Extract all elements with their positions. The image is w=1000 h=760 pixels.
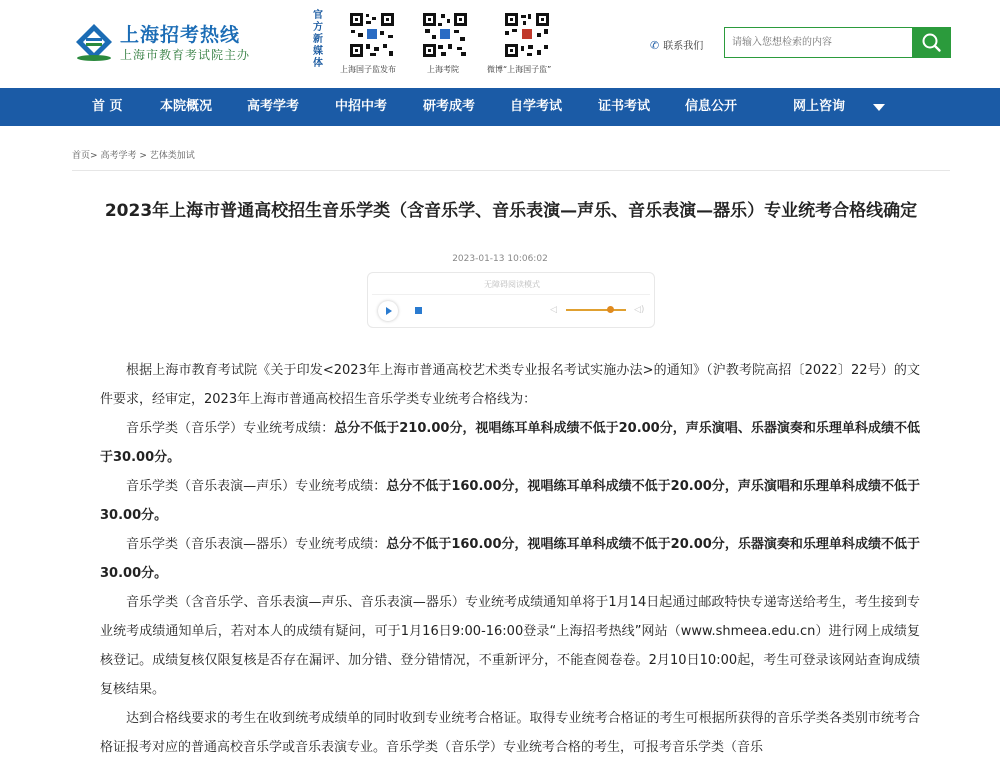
- logo-subtitle: 上海市教育考试院主办: [120, 48, 251, 62]
- article-body: [100, 356, 920, 760]
- breadcrumb-gaokao[interactable]: 高考学考: [100, 151, 137, 161]
- accessibility-mode-link[interactable]: 无障碍阅读模式: [484, 280, 540, 289]
- score-requirement: 总分不低于210.00分，视唱练耳单科成绩不低于20.00分，声乐演唱、乐器演奏和乐理单科成绩不低于30.00分。: [100, 421, 920, 465]
- logo-emblem-icon: [74, 22, 114, 62]
- nav-item-disclosure[interactable]: 信息公开: [685, 99, 738, 114]
- phone-icon: ✆: [650, 39, 660, 52]
- logo-title: 上海招考热线: [120, 24, 241, 46]
- nav-item-graduate[interactable]: 研考成考: [423, 99, 476, 114]
- site-header: [0, 0, 1000, 88]
- search-box: [724, 27, 951, 58]
- player-progress-bar[interactable]: [372, 294, 650, 295]
- score-category: 音乐学类（音乐表演—声乐）专业统考成绩：: [126, 479, 387, 494]
- site-logo[interactable]: [74, 18, 254, 66]
- breadcrumb-home[interactable]: 首页: [72, 151, 91, 161]
- article-paragraph: 根据上海市教育考试院《关于印发<2023年上海市普通高校艺术类专业报名考试实施办法>的通知》（沪教考院高招〔2022〕22号）的文件要求，经审定，2023年上海市普通高校招生音乐学类专业统考合格线为：: [100, 363, 920, 407]
- nav-item-zhongkao[interactable]: 中招中考: [335, 99, 388, 114]
- qr-code-icon[interactable]: [503, 11, 551, 59]
- audio-player: [367, 272, 655, 328]
- volume-slider[interactable]: [566, 309, 626, 311]
- article-paragraph: [100, 530, 920, 588]
- official-media-label: 官方新媒体: [313, 10, 323, 69]
- article-date: 2023-01-13 10:06:02: [452, 254, 548, 264]
- search-button[interactable]: [912, 28, 950, 57]
- score-requirement: 总分不低于160.00分，视唱练耳单科成绩不低于20.00分，声乐演唱和乐理单科成绩不低于30.00分。: [100, 479, 920, 523]
- breadcrumb: [72, 148, 195, 161]
- nav-item-about[interactable]: 本院概况: [160, 99, 213, 114]
- qr-caption: 微博“上海国子监”: [487, 65, 552, 74]
- stop-icon[interactable]: [415, 307, 422, 314]
- qr-caption: 上海考院: [427, 65, 459, 74]
- nav-item-consult[interactable]: 网上咨询: [793, 99, 846, 114]
- nav-item-gaokao[interactable]: 高考学考: [247, 99, 300, 114]
- search-icon: [912, 28, 950, 57]
- nav-item-certificate[interactable]: 证书考试: [598, 99, 651, 114]
- nav-dropdown-caret-icon[interactable]: [873, 104, 885, 111]
- score-requirement: 总分不低于160.00分，视唱练耳单科成绩不低于20.00分，乐器演奏和乐理单科成绩不低于30.00分。: [100, 537, 920, 581]
- score-category: 音乐学类（音乐学）专业统考成绩：: [126, 421, 335, 436]
- play-icon[interactable]: [378, 301, 398, 321]
- article-title: 2023年上海市普通高校招生音乐学类（含音乐学、音乐表演—声乐、音乐表演—器乐）专业统考合格线确定: [104, 201, 918, 221]
- breadcrumb-separator: >: [90, 151, 98, 161]
- article-paragraph: 音乐学类（含音乐学、音乐表演—声乐、音乐表演—器乐）专业统考成绩通知单将于1月14日起通过邮政特快专递寄送给考生，考生接到专业统考成绩通知单后，若对本人的成绩有疑问，可于1月16日9:00-16:00登录“上海招考热线”网站（www.shmeea.edu.cn）进行网上成绩复核登记。成绩复核仅限复核是否存在漏评、加分错、登分错情况，不重新评分，不能查阅卷卷。2月10日10:00起，考生可登录该网站查询成绩复核结果。: [100, 595, 920, 697]
- nav-item-home[interactable]: 首 页: [92, 99, 123, 114]
- article-paragraph: [100, 472, 920, 530]
- search-input[interactable]: [725, 28, 913, 57]
- volume-up-icon[interactable]: ◁): [634, 305, 645, 315]
- breadcrumb-divider: [72, 170, 950, 171]
- breadcrumb-arts[interactable]: 艺体类加试: [149, 151, 195, 161]
- article-paragraph: [100, 414, 920, 472]
- qr-caption: 上海国子监发布: [340, 65, 396, 74]
- nav-item-self-study[interactable]: 自学考试: [510, 99, 563, 114]
- qr-code-icon[interactable]: [421, 11, 469, 59]
- qr-code-icon[interactable]: [348, 11, 396, 59]
- contact-link[interactable]: [650, 37, 703, 52]
- score-category: 音乐学类（音乐表演—器乐）专业统考成绩：: [126, 537, 387, 552]
- article-paragraph: 达到合格线要求的考生在收到统考成绩单的同时收到专业统考合格证。取得专业统考合格证的考生可根据所获得的音乐学类各类别市统考合格证报考对应的普通高校音乐学或音乐表演专业。音乐学类（音乐学）专业统考合格的考生，可报考音乐学类（音乐: [100, 711, 920, 755]
- volume-slider-handle[interactable]: [607, 306, 614, 313]
- main-nav: [0, 88, 1000, 126]
- breadcrumb-separator: >: [139, 151, 147, 161]
- contact-label: 联系我们: [663, 41, 704, 52]
- volume-down-icon[interactable]: ◁: [550, 305, 557, 315]
